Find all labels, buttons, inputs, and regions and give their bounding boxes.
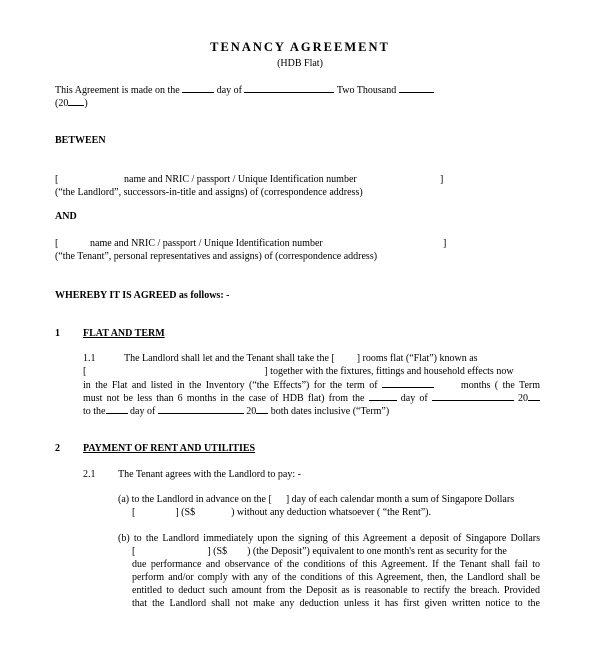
item-b-line-2: [ ] (S$ ) (the Deposit”) equivalent to one month's rent as security for the xyxy=(132,546,507,557)
year-blank xyxy=(399,83,434,93)
section-1-number: 1 xyxy=(55,328,60,339)
section-2-heading: PAYMENT OF RENT AND UTILITIES xyxy=(83,443,256,454)
clause-2-1-number: 2.1 xyxy=(83,469,96,480)
month-blank xyxy=(244,83,334,93)
item-b-line-5: entitled to deduct such amount from the Deposit as is reasonable to rectify the breach. Provided xyxy=(132,585,540,596)
tenant-identity-label: name and NRIC / passport / Unique Identification number xyxy=(90,238,323,249)
item-a-line-2: [ ] (S$ ) without any deduction whatsoever ( “the Rent”). xyxy=(132,507,432,518)
item-b-line-6: that the Landlord shall not make any deduction unless it has first given written notice to the xyxy=(132,598,540,609)
landlord-close-bracket: ] xyxy=(440,174,444,185)
tenant-description: (“the Tenant”, personal representatives and assigns) of (correspondence address) xyxy=(55,251,378,262)
end-month-blank xyxy=(158,404,244,414)
start-month-blank xyxy=(432,391,514,401)
and-heading: AND xyxy=(55,211,77,222)
term-months-blank xyxy=(382,378,434,388)
clause-1-1-line-1: The Landlord shall let and the Tenant shall take the [ ] rooms flat (“Flat”) known as xyxy=(124,353,478,364)
tenant-open-bracket: [ xyxy=(55,238,59,249)
document-subtitle: (HDB Flat) xyxy=(277,58,323,69)
intro-line-2: (20 ) xyxy=(55,98,88,109)
start-day-blank xyxy=(369,391,397,401)
year-suffix-blank xyxy=(68,96,84,106)
section-2-number: 2 xyxy=(55,443,60,454)
intro-line-1: This Agreement is made on the day of Two Thousand xyxy=(55,83,434,97)
clause-1-1-number: 1.1 xyxy=(83,353,96,364)
end-day-blank xyxy=(106,404,128,414)
landlord-identity-label: name and NRIC / passport / Unique Identification number xyxy=(124,174,357,185)
clause-2-1-text: The Tenant agrees with the Landlord to pay: - xyxy=(118,469,301,480)
item-b-line-1: (b) to the Landlord immediately upon the signing of this Agreement a deposit of Singapore Dollars xyxy=(118,533,540,544)
between-heading: BETWEEN xyxy=(55,135,106,146)
landlord-description: (“the Landlord”, successors-in-title and assigns) of (correspondence address) xyxy=(55,187,363,198)
tenant-close-bracket: ] xyxy=(443,238,447,249)
item-a-line-1: (a) to the Landlord in advance on the [ ] day of each calendar month a sum of Singapore Dollars xyxy=(118,494,515,505)
landlord-open-bracket: [ xyxy=(55,174,59,185)
end-year-blank xyxy=(256,404,268,414)
item-b-line-3: due performance and observance of the conditions of this Agreement. If the Tenant shall fail to xyxy=(132,559,540,570)
document-title: TENANCY AGREEMENT xyxy=(210,40,390,54)
item-b-line-4: perform and/or comply with any of the conditions of this Agreement, then, the Landlord shall be xyxy=(132,572,540,583)
clause-1-1-line-2: [ ] together with the fixtures, fittings and household effects now xyxy=(83,366,514,377)
section-1-heading: FLAT AND TERM xyxy=(83,328,165,339)
start-year-blank xyxy=(528,391,540,401)
clause-1-1-line-5: to the day of 20 both dates inclusive (“Term”) xyxy=(83,406,390,417)
clause-1-1-line-3: in the Flat and listed in the Inventory (“the Effects”) for the term of months ( the Term xyxy=(83,380,540,391)
date-blank xyxy=(182,83,214,93)
whereby-heading: WHEREBY IT IS AGREED as follows: - xyxy=(55,290,230,301)
clause-1-1-line-4: must not be less than 6 months in the case of HDB flat) from the day of 20 xyxy=(83,391,540,405)
